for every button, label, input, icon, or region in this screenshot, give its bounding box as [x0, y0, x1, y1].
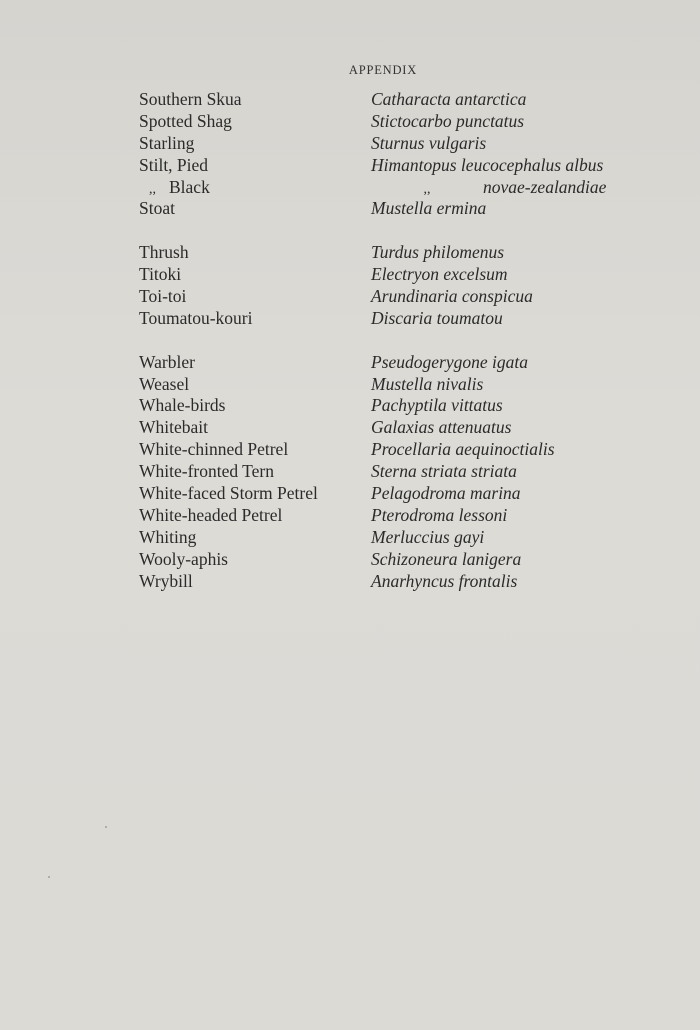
- scientific-name: Pachyptila vittatus: [371, 395, 503, 416]
- entry-group-s-scientific: [371, 89, 691, 220]
- common-names-column: [139, 89, 369, 592]
- entry-group-s: [139, 89, 369, 220]
- scientific-name: Sturnus vulgaris: [371, 132, 487, 153]
- scientific-name: Mustella ermina: [371, 198, 487, 219]
- ditto-mark: ,,: [423, 181, 431, 197]
- scientific-names-column: [371, 89, 691, 592]
- scientific-name: Discaria toumatou: [371, 307, 503, 328]
- common-name: Wrybill: [139, 570, 193, 591]
- common-name-ditto-row: [139, 177, 369, 199]
- common-name: Stoat: [139, 198, 175, 219]
- paper-speck: [105, 826, 107, 828]
- entry-group-t: [139, 242, 369, 330]
- paper-speck: [48, 876, 50, 878]
- common-name: Thrush: [139, 242, 189, 263]
- common-name: White-fronted Tern: [139, 461, 274, 482]
- entry-group-w: [139, 352, 369, 593]
- scientific-name: Galaxias attenuatus: [371, 417, 512, 438]
- common-name: Black: [169, 176, 210, 197]
- scientific-name: Stictocarbo punctatus: [371, 110, 525, 131]
- common-name: Titoki: [139, 264, 182, 285]
- scientific-name: Schizoneura lanigera: [371, 548, 522, 569]
- scientific-name: Pterodroma lessoni: [371, 504, 508, 525]
- common-name: White-faced Storm Petrel: [139, 483, 318, 504]
- scientific-name: Merluccius gayi: [371, 526, 485, 547]
- scientific-name: Turdus philomenus: [371, 242, 505, 263]
- entry-group-w-scientific: [371, 352, 691, 593]
- common-name: White-chinned Petrel: [139, 439, 289, 460]
- scientific-name: Himantopus leucocephalus albus: [371, 154, 604, 175]
- scientific-name: novae-zealandiae: [483, 176, 607, 197]
- common-name: Southern Skua: [139, 89, 242, 109]
- common-name: Stilt, Pied: [139, 154, 209, 175]
- scientific-name-ditto-row: [371, 177, 691, 199]
- scientific-name: Pelagodroma marina: [371, 483, 521, 504]
- common-name: Toi-toi: [139, 286, 187, 307]
- common-name: Toumatou-kouri: [139, 307, 253, 328]
- entry-group-t-scientific: [371, 242, 691, 330]
- page-header: APPENDIX: [348, 63, 418, 77]
- scientific-name: Arundinaria conspicua: [371, 286, 533, 307]
- common-name: Spotted Shag: [139, 110, 232, 131]
- common-name: Whale-birds: [139, 395, 226, 416]
- scientific-name: Anarhyncus frontalis: [371, 570, 518, 591]
- common-name: Whitebait: [139, 417, 209, 438]
- common-name: Whiting: [139, 526, 197, 547]
- common-name: Warbler: [139, 351, 195, 372]
- scientific-name: Sterna striata striata: [371, 461, 517, 482]
- scientific-name: Electryon excelsum: [371, 264, 508, 285]
- common-name: Wooly-aphis: [139, 548, 228, 569]
- common-name: White-headed Petrel: [139, 504, 283, 525]
- scientific-name: Procellaria aequinoctialis: [371, 439, 555, 460]
- ditto-mark: ,,: [149, 181, 156, 197]
- scientific-name: Pseudogerygone igata: [371, 351, 528, 372]
- common-name: Weasel: [139, 373, 190, 394]
- scientific-name: Catharacta antarctica: [371, 89, 527, 109]
- scientific-name: Mustella nivalis: [371, 373, 484, 394]
- common-name: Starling: [139, 132, 195, 153]
